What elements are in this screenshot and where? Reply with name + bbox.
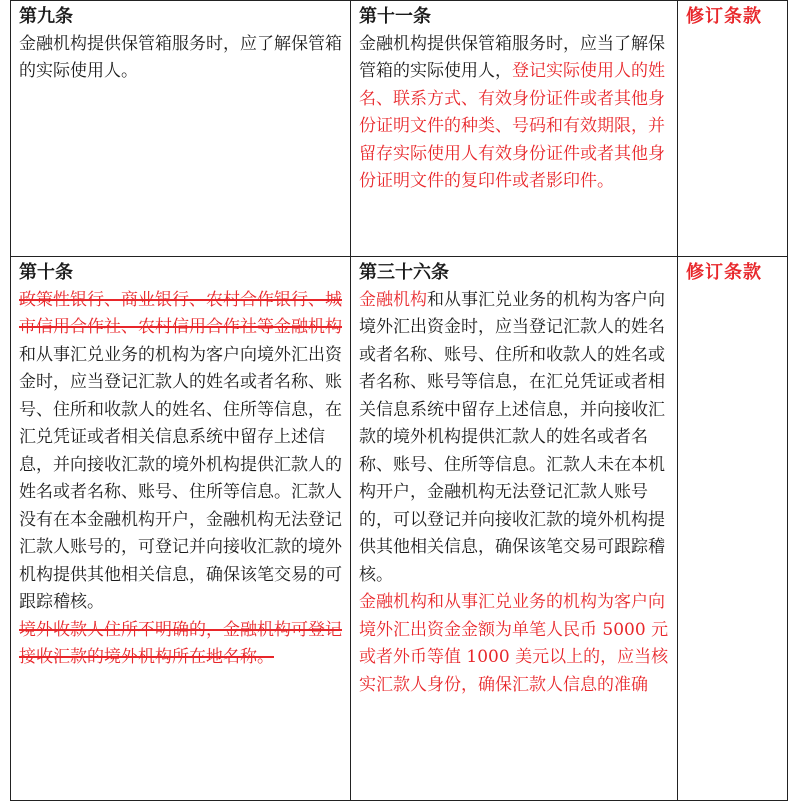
old-article-text: 金融机构提供保管箱服务时，应了解保管箱的实际使用人。 [19, 33, 342, 81]
new-article-cell [351, 1, 678, 257]
deleted-text: 境外收款人住所不明确的，金融机构可登记接收汇款的境外机构所在地名称。 [19, 619, 342, 667]
new-article-text [359, 287, 669, 590]
comparison-table [10, 0, 788, 801]
deleted-text: 政策性银行、商业银行、农村合作银行、城市信用合作社、农村信用合作社等金融机构 [19, 289, 342, 337]
unchanged-text: 和从事汇兑业务的机构为客户向境外汇出资金时，应当登记汇款人的姓名或者名称、账号、住所和收款人的姓名、住所等信息，在汇兑凭证或者相关信息系统中留存上述信息，并向接收汇款的境外机构提供汇款人的姓名或者名称、账号、住所等信息。汇款人没有在本金融机构开户，金融机构无法登记汇款人账号的，可登记并向接收汇款的境外机构提供其他相关信息，确保该笔交易的可跟踪稽核。 [19, 344, 342, 612]
old-article-text [19, 287, 342, 617]
new-article-cell [351, 257, 678, 801]
new-article-title: 第三十六条 [359, 262, 449, 283]
added-text: 金融机构 [359, 289, 427, 310]
added-text: 登记实际使用人的姓名、联系方式、有效身份证件或者其他身份证明文件的种类、号码和有效期限，并留存实际使用人有效身份证件或者其他身份证明文件的复印件或者影印件。 [359, 61, 665, 191]
change-type-cell [678, 257, 788, 801]
revision-tag: 修订条款 [686, 262, 762, 283]
old-article-title: 第十条 [19, 262, 73, 283]
new-article-title: 第十一条 [359, 6, 431, 27]
old-article-cell [11, 257, 351, 801]
revision-tag: 修订条款 [686, 6, 762, 27]
old-article-cell [11, 1, 351, 257]
unchanged-text: 和从事汇兑业务的机构为客户向境外汇出资金时，应当登记汇款人的姓名或者名称、账号、住所和收款人的姓名或者名称、账号等信息，在汇兑凭证或者相关信息系统中留存上述信息，并向接收汇款的境外机构提供汇款人的姓名或者名称、账号、住所等信息。汇款人未在本机构开户，金融机构无法登记汇款人账号的，可以登记并向接收汇款的境外机构提供其他相关信息，确保该笔交易可跟踪稽核。 [359, 289, 665, 585]
old-article-title: 第九条 [19, 6, 73, 27]
old-article-deleted-paragraph [19, 617, 342, 672]
unchanged-text: 金融机构提供保管箱服务时，应当了解保管箱的实际使用人， [359, 33, 665, 81]
new-article-text [359, 31, 669, 196]
table-row [11, 1, 788, 257]
change-type-cell [678, 1, 788, 257]
new-article-added-paragraph: 金融机构和从事汇兑业务的机构为客户向境外汇出资金金额为单笔人民币 5000 元或者外币等值 1000 美元以上的，应当核实汇款人身份，确保汇款人信息的准确 [359, 592, 669, 695]
table-row [11, 257, 788, 801]
